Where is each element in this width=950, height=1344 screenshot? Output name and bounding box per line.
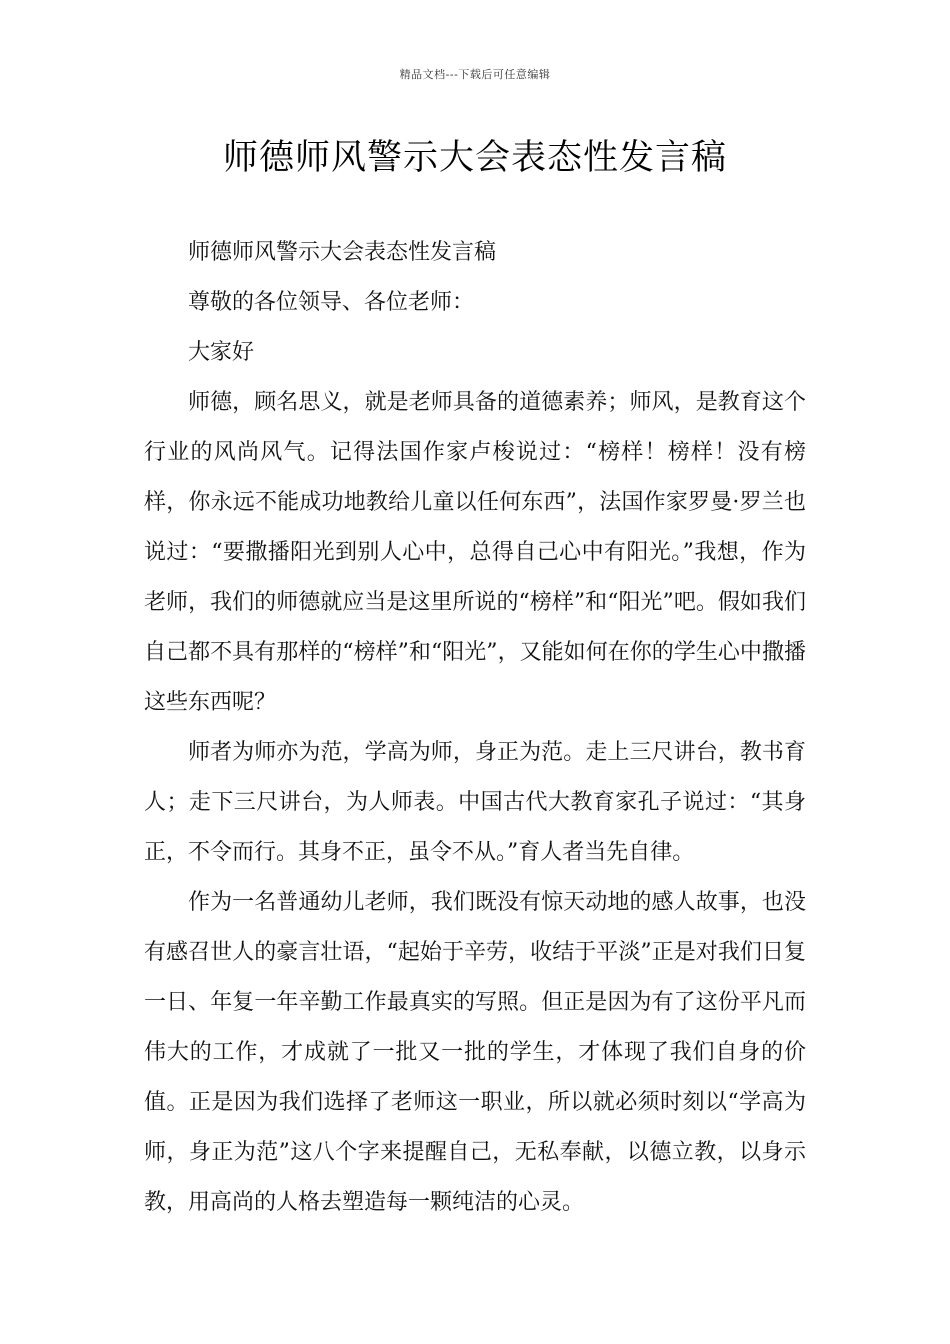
paragraph-body-3: 作为一名普通幼儿老师，我们既没有惊天动地的感人故事，也没有感召世人的豪言壮语，“起始于辛劳，收结于平淡”正是对我们日复一日、年复一年辛勤工作最真实的写照。但正是因为有了这份平凡而伟大的工作，才成就了一批又一批的学生，才体现了我们自身的价值。正是因为我们选择了老师这一职业，所以就必须时刻以“学高为师，身正为范”这八个字来提醒自己，无私奉献，以德立教，以身示教，用高尚的人格去塑造每一颗纯洁的心灵。 [144,890,806,1215]
paragraph-subtitle: 师德师风警示大会表态性发言稿 [188,240,497,265]
paragraph-salutation: 尊敬的各位领导、各位老师： [188,290,475,315]
paragraph-body-1: 师德，顾名思义，就是老师具备的道德素养；师风，是教育这个行业的风尚风气。记得法国作家卢梭说过：“榜样！榜样！没有榜样，你永远不能成功地教给儿童以任何东西”，法国作家罗曼·罗兰也说过：“要撒播阳光到别人心中，总得自己心中有阳光。”我想，作为老师，我们的师德就应当是这里所说的“榜样”和“阳光”吧。假如我们自己都不具有那样的“榜样”和“阳光”，又能如何在你的学生心中撒播这些东西呢？ [144,390,806,715]
page-header-watermark: 精品文档---下载后可任意编辑 [399,68,551,81]
paragraph-body-2: 师者为师亦为范，学高为师，身正为范。走上三尺讲台，教书育人；走下三尺讲台，为人师表。中国古代大教育家孔子说过：“其身正，不令而行。其身不正，虽令不从。”育人者当先自律。 [144,740,806,865]
paragraph-greeting: 大家好 [188,340,255,365]
document-body [144,228,806,1228]
document-title: 师德师风警示大会表态性发言稿 [222,138,727,178]
